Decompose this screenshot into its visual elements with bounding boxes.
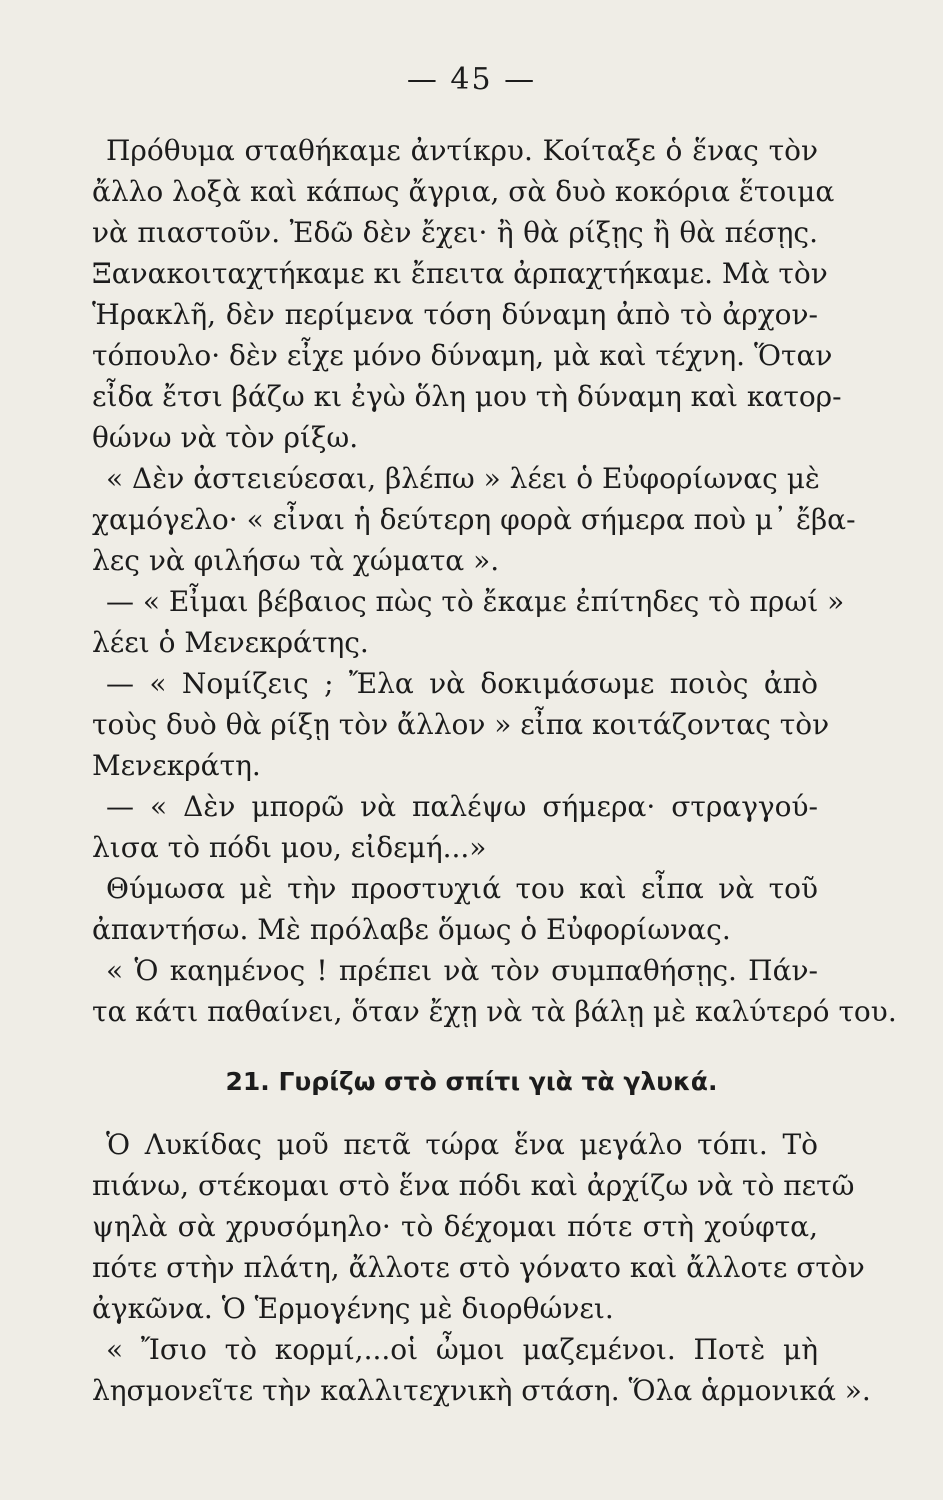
text-line: τα κάτι παθαίνει, ὅταν ἔχῃ νὰ τὰ βάλῃ μὲ καλύτερό του.	[92, 995, 897, 1028]
text-line: λέει ὁ Μενεκράτης.	[92, 626, 369, 659]
section-text	[92, 130, 897, 1032]
text-line: ψηλὰ σὰ χρυσόμηλο· τὸ δέχομαι πότε στὴ χούφτα,	[92, 1210, 818, 1243]
text-line: λες νὰ φιλήσω τὰ χώματα ».	[92, 544, 500, 577]
text-line: τόπουλο· δὲν εἶχε μόνο δύναμη, μὰ καὶ τέχνη. Ὅταν	[92, 339, 833, 372]
section-text-2	[92, 1124, 871, 1411]
text-line: — « Νομίζεις ; Ἔλα νὰ δοκιμάσωμε ποιὸς ἀπὸ	[106, 667, 818, 700]
text-line: Πρόθυμα σταθήκαμε ἀντίκρυ. Κοίταξε ὁ ἕνας τὸν	[106, 134, 818, 167]
text-line: ἀπαντήσω. Μὲ πρόλαβε ὅμως ὁ Εὐφορίωνας.	[92, 913, 731, 946]
page-number: — 45 —	[406, 62, 537, 97]
text-line: λισα τὸ πόδι μου, εἰδεμή...»	[92, 831, 487, 864]
text-line: — « Εἶμαι βέβαιος πὼς τὸ ἔκαμε ἐπίτηδες τὸ πρωί »	[106, 585, 845, 618]
section-heading: 21. Γυρίζω στὸ σπίτι γιὰ τὰ γλυκά.	[225, 1067, 718, 1096]
text-line: ἄλλο λοξὰ καὶ κάπως ἄγρια, σὰ δυὸ κοκόρια ἕτοιμα	[92, 175, 835, 208]
text-line: πότε στὴν πλάτη, ἄλλοτε στὸ γόνατο καὶ ἄλλοτε στὸν	[92, 1251, 865, 1284]
text-line: εἶδα ἔτσι βάζω κι ἐγὼ ὅλη μου τὴ δύναμη καὶ κατορ-	[92, 380, 842, 413]
text-line: « Ἴσιο τὸ κορμί,...οἱ ὦμοι μαζεμένοι. Ποτὲ μὴ	[106, 1333, 818, 1366]
text-line: Μενεκράτη.	[92, 749, 261, 782]
text-line: θώνω νὰ τὸν ρίξω.	[92, 421, 359, 454]
text-line: νὰ πιαστοῦν. Ἐδῶ δὲν ἔχει· ἢ θὰ ρίξῃς ἢ θὰ πέσῃς.	[92, 216, 818, 249]
text-line: λησμονεῖτε τὴν καλλιτεχνικὴ στάση. Ὅλα ἁρμονικά ».	[92, 1374, 871, 1407]
text-line: Ὁ Λυκίδας μοῦ πετᾶ τώρα ἕνα μεγάλο τόπι. Τὸ	[106, 1128, 818, 1161]
text-line: Ξανακοιταχτήκαμε κι ἔπειτα ἀρπαχτήκαμε. Μὰ τὸν	[92, 257, 828, 290]
text-line: ἀγκῶνα. Ὁ Ἑρμογένης μὲ διορθώνει.	[92, 1292, 614, 1325]
text-line: Θύμωσα μὲ τὴν προστυχιά του καὶ εἶπα νὰ τοῦ	[106, 872, 818, 905]
text-line: πιάνω, στέκομαι στὸ ἕνα πόδι καὶ ἀρχίζω νὰ τὸ πετῶ	[92, 1169, 855, 1202]
text-line: χαμόγελο· « εἶναι ἡ δεύτερη φορὰ σήμερα ποὺ μ᾿ ἔβα-	[92, 503, 856, 536]
text-line: « Δὲν ἀστειεύεσαι, βλέπω » λέει ὁ Εὐφορίωνας μὲ	[106, 462, 820, 495]
text-line: τοὺς δυὸ θὰ ρίξῃ τὸν ἄλλον » εἶπα κοιτάζοντας τὸν	[92, 708, 830, 741]
text-line: « Ὁ καημένος ! πρέπει νὰ τὸν συμπαθήσῃς. Πάν-	[106, 954, 818, 987]
text-line: Ἡρακλῆ, δὲν περίμενα τόση δύναμη ἀπὸ τὸ ἀρχον-	[92, 298, 818, 331]
text-line: — « Δὲν μπορῶ νὰ παλέψω σήμερα· στραγγού-	[106, 790, 818, 823]
